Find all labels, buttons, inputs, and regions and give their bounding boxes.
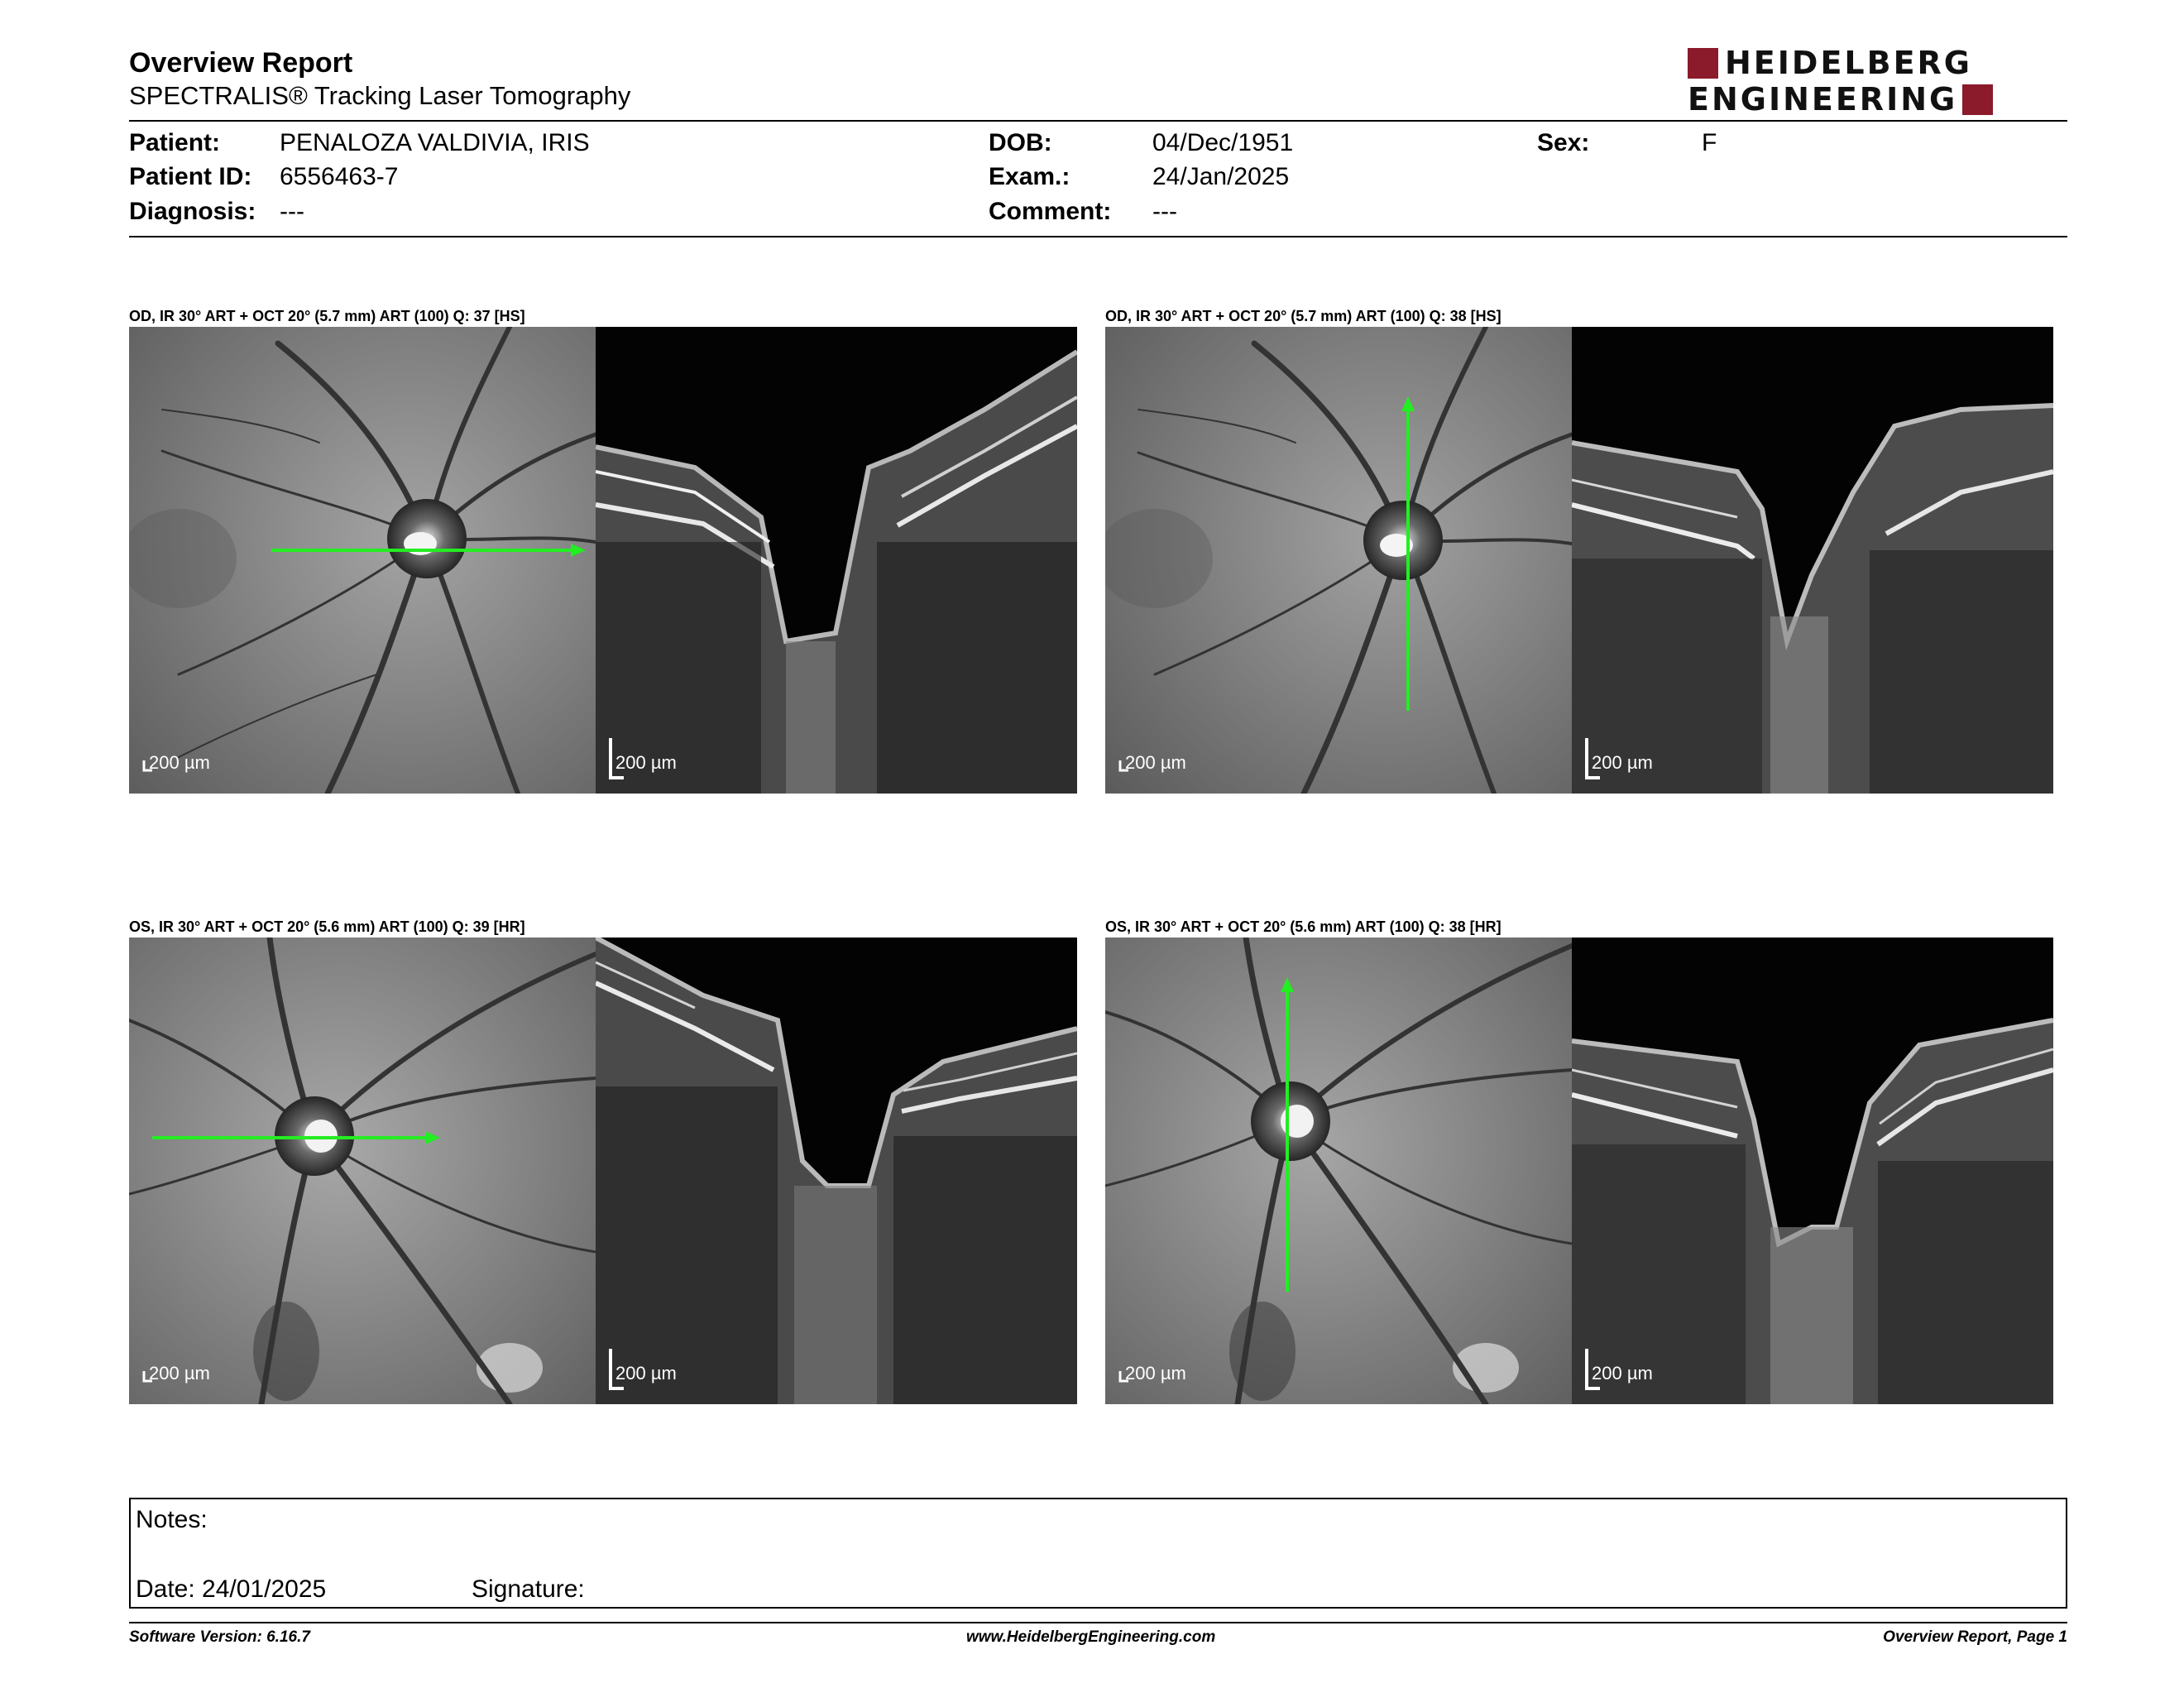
oct-bscan-graphic: [1572, 938, 2053, 1404]
exam-label: Exam.:: [989, 163, 1070, 190]
ir-scale-bar: [1105, 327, 1572, 794]
report-title: Overview Report: [129, 47, 353, 79]
header-divider-top: [129, 120, 2067, 122]
ir-scale-label: 200 µm: [149, 752, 210, 773]
oct-bscan-image-os-horizontal: [596, 938, 1077, 1404]
ir-scale-label: 200 µm: [1125, 1363, 1186, 1383]
oct-scale-label: 200 µm: [615, 1363, 677, 1383]
oct-scale-label: 200 µm: [1592, 752, 1653, 773]
date-label: Date: 24/01/2025: [136, 1575, 327, 1603]
oct-scale-label: 200 µm: [1592, 1363, 1653, 1383]
panel-caption-os-horizontal: OS, IR 30° ART + OCT 20° (5.6 mm) ART (100) Q: 39 [HR]: [129, 918, 525, 935]
panel-caption-os-vertical: OS, IR 30° ART + OCT 20° (5.6 mm) ART (100) Q: 38 [HR]: [1105, 918, 1502, 935]
panel-caption-od-vertical: OD, IR 30° ART + OCT 20° (5.7 mm) ART (100) Q: 38 [HS]: [1105, 308, 1502, 324]
patient-label: Patient:: [129, 129, 221, 156]
ir-fundus-image-os-vertical: [1105, 938, 1572, 1404]
dob-label: DOB:: [989, 129, 1052, 156]
diagnosis-label: Diagnosis:: [129, 198, 256, 225]
sex-value: F: [1702, 129, 1717, 156]
logo-square-left: [1688, 48, 1718, 79]
heidelberg-logo: [1688, 46, 2068, 116]
website-link[interactable]: www.HeidelbergEngineering.com: [966, 1628, 1216, 1646]
ir-scale-bar: [129, 938, 596, 1404]
logo-text-line2: ENGINEERING: [1688, 81, 1958, 117]
ir-fundus-image-od-horizontal: [129, 327, 596, 794]
oct-bscan-graphic: [1572, 327, 2053, 794]
header-divider-bottom: [129, 236, 2067, 237]
logo-text-line1: HEIDELBERG: [1725, 45, 1972, 81]
ir-scale-label: 200 µm: [1125, 752, 1186, 773]
oct-scale-label: 200 µm: [615, 752, 677, 773]
patient-id-label: Patient ID:: [129, 163, 252, 190]
footer-divider: [129, 1622, 2067, 1623]
ir-scale-label: 200 µm: [149, 1363, 210, 1383]
exam-value: 24/Jan/2025: [1152, 163, 1290, 190]
dob-value: 04/Dec/1951: [1152, 129, 1294, 156]
software-version: Software Version: 6.16.7: [129, 1628, 310, 1646]
panel-caption-od-horizontal: OD, IR 30° ART + OCT 20° (5.7 mm) ART (100) Q: 37 [HS]: [129, 308, 525, 324]
oct-bscan-graphic: [596, 327, 1077, 794]
ir-scale-bar: [1105, 938, 1572, 1404]
ir-fundus-image-od-vertical: [1105, 327, 1572, 794]
oct-bscan-image-os-vertical: [1572, 938, 2053, 1404]
comment-label: Comment:: [989, 198, 1112, 225]
notes-box[interactable]: [129, 1498, 2067, 1609]
diagnosis-value: ---: [280, 198, 304, 225]
patient-name: PENALOZA VALDIVIA, IRIS: [280, 129, 590, 156]
logo-square-right: [1962, 84, 1993, 115]
comment-value: ---: [1152, 198, 1177, 225]
notes-label: Notes:: [136, 1506, 208, 1533]
signature-label: Signature:: [472, 1575, 585, 1603]
oct-bscan-image-od-vertical: [1572, 327, 2053, 794]
ir-scale-bar: [129, 327, 596, 794]
report-subtitle: SPECTRALIS® Tracking Laser Tomography: [129, 81, 631, 110]
sex-label: Sex:: [1537, 129, 1590, 156]
oct-bscan-image-od-horizontal: [596, 327, 1077, 794]
page-number: Overview Report, Page 1: [1883, 1628, 2067, 1646]
ir-fundus-image-os-horizontal: [129, 938, 596, 1404]
patient-id-value: 6556463-7: [280, 163, 399, 190]
oct-bscan-graphic: [596, 938, 1077, 1404]
